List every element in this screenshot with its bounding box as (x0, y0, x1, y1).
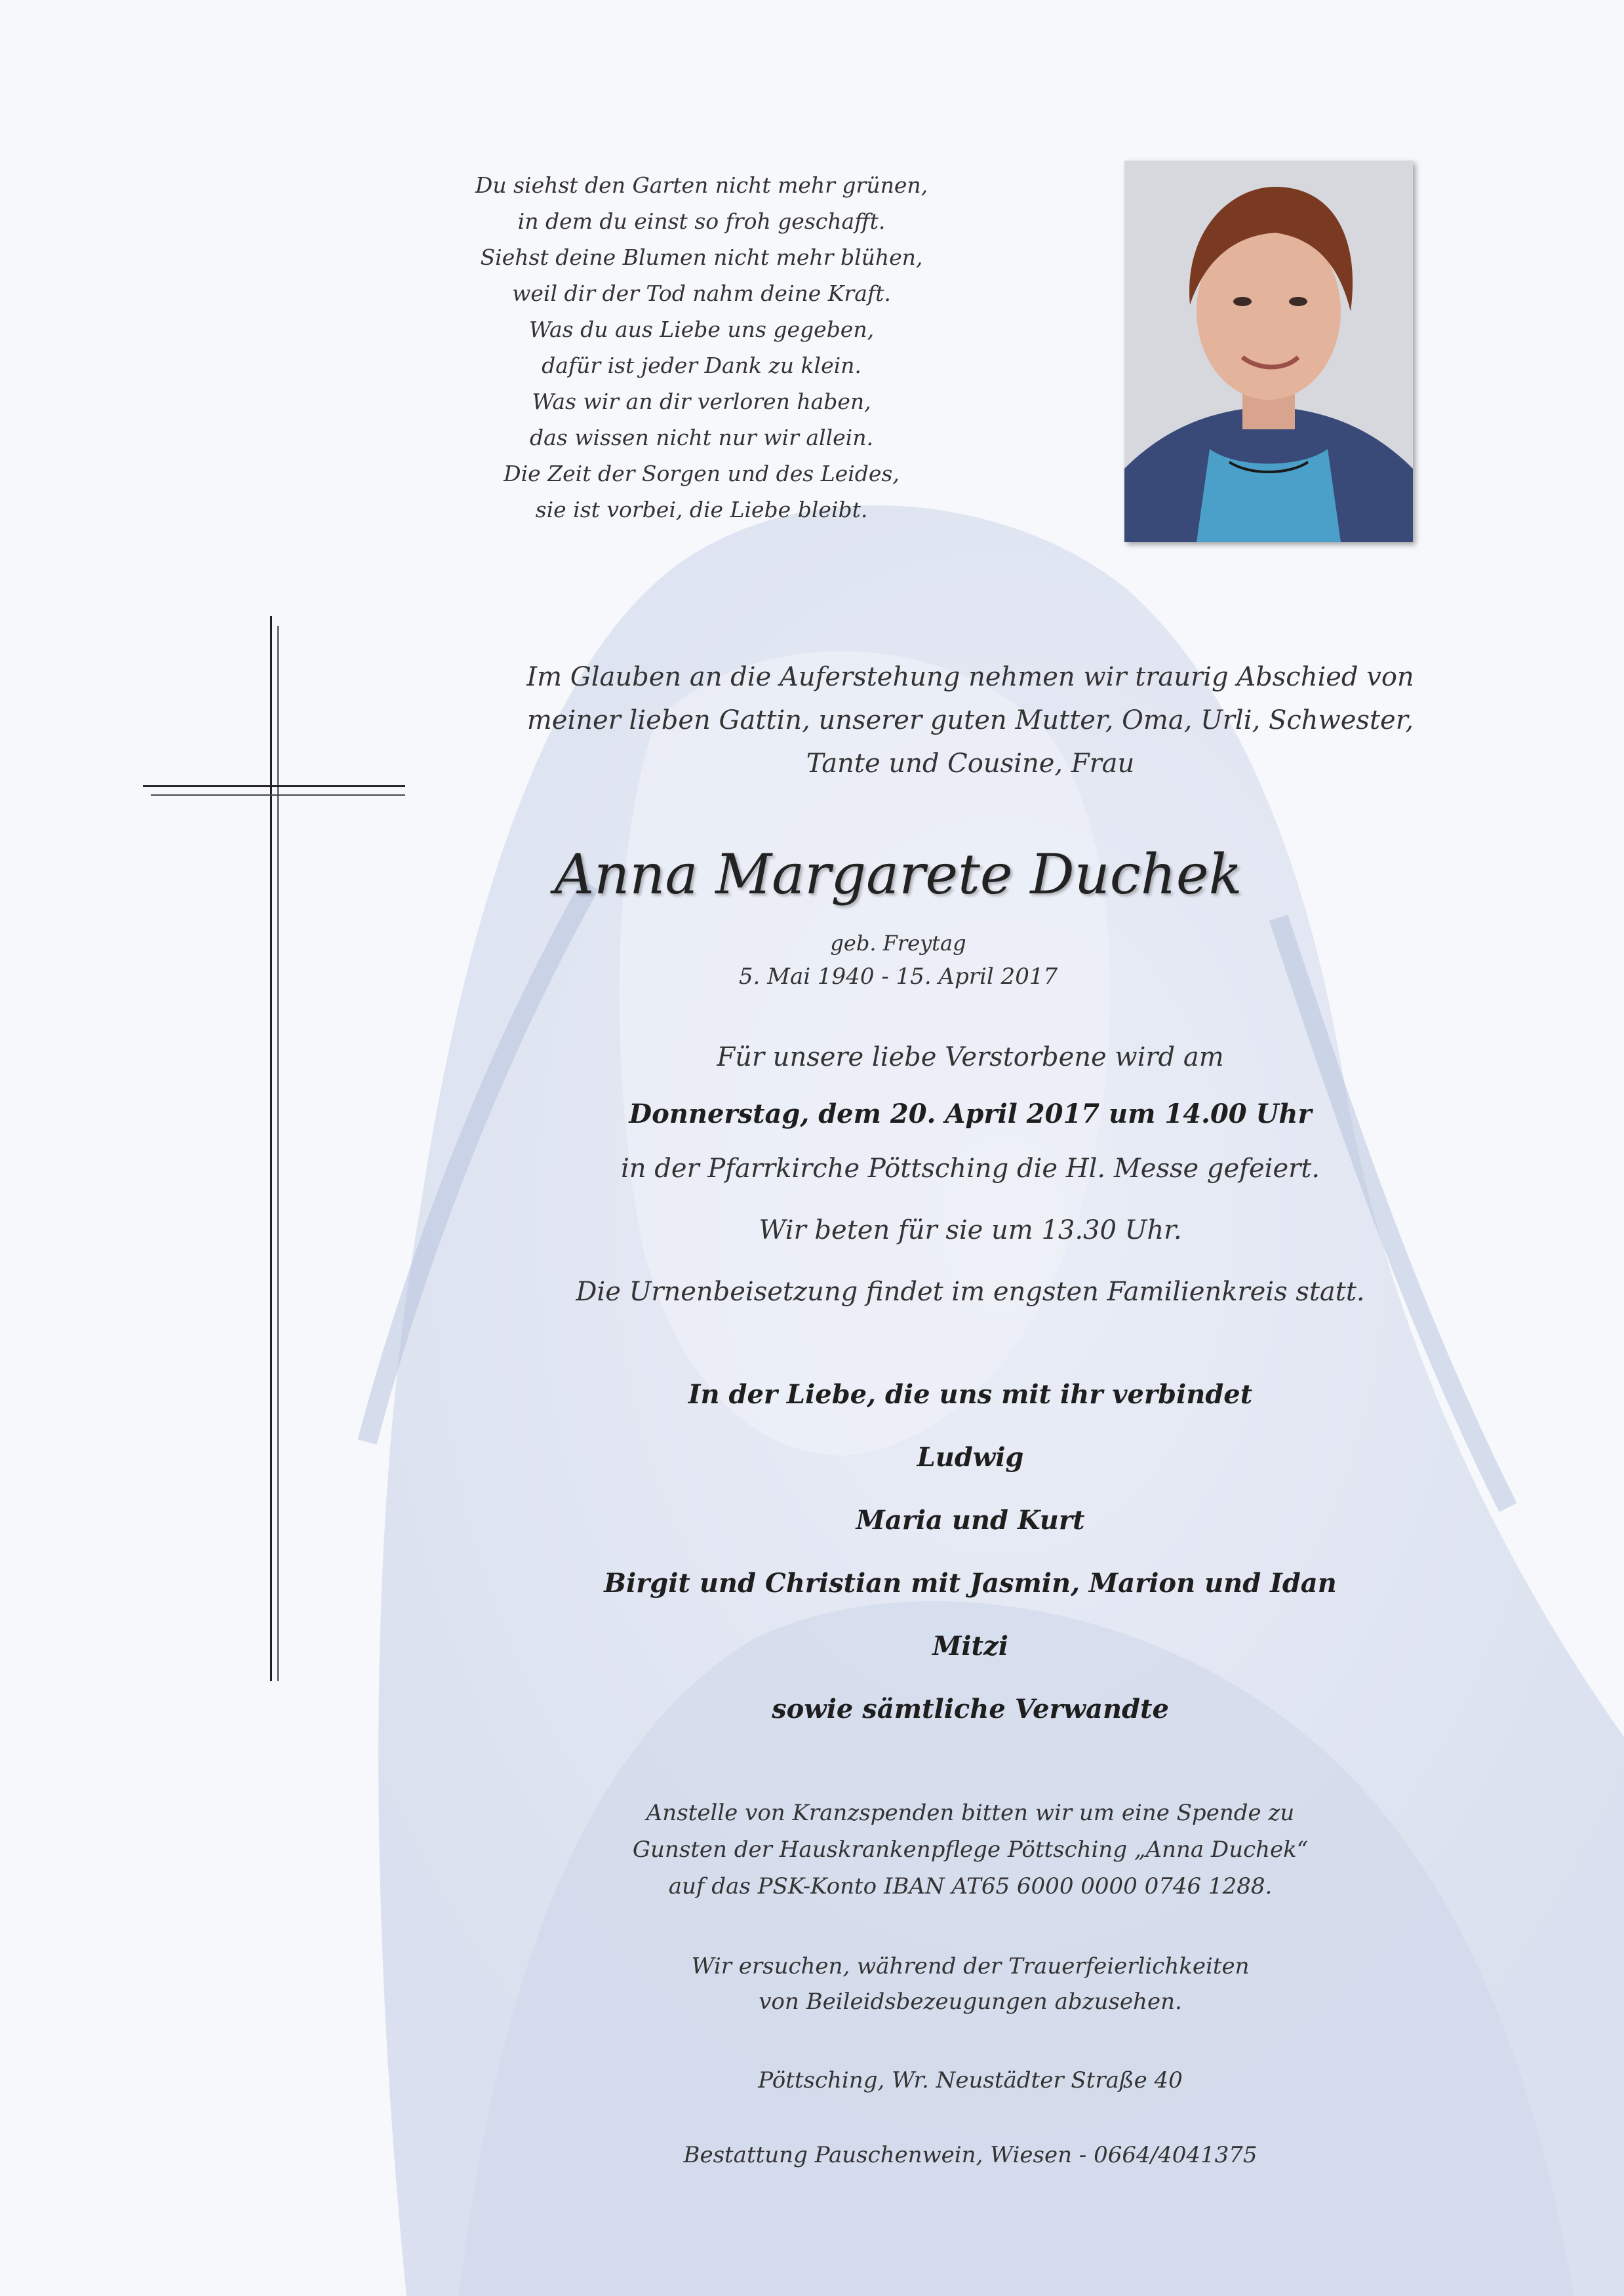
mourners-line: In der Liebe, die uns mit ihr verbindet (688, 1379, 1253, 1410)
intro-line: Im Glauben an die Auferstehung nehmen wir traurig Abschied von (526, 662, 1414, 692)
funeral-home: Bestattung Pauschenwein, Wiesen - 0664/4041375 (683, 2142, 1258, 2168)
intro-text (459, 655, 1482, 785)
address: Pöttsching, Wr. Neustädter Straße 40 (758, 2067, 1183, 2093)
cross-vertical-line (277, 626, 279, 1681)
cross-horizontal-line (143, 785, 405, 787)
donation-line: Gunsten der Hauskrankenpflege Pöttsching „Anna Duchek“ (632, 1837, 1309, 1863)
service-date: Donnerstag, dem 20. April 2017 um 14.00 Uhr (629, 1099, 1312, 1129)
life-dates: 5. Mai 1940 - 15. April 2017 (738, 963, 1058, 990)
prayer-time: Wir beten für sie um 13.30 Uhr. (759, 1215, 1182, 1245)
condolence-line: von Beileidsbezeugungen abzusehen. (759, 1989, 1182, 2015)
mourners-line: sowie sämtliche Verwandte (772, 1694, 1169, 1724)
poem-line: Was wir an dir verloren haben, (532, 389, 871, 414)
intro-line: meiner lieben Gattin, unserer guten Mutter, Oma, Urli, Schwester, (526, 705, 1414, 735)
poem-line: Siehst deine Blumen nicht mehr blühen, (480, 244, 923, 270)
intro-line: Tante und Cousine, Frau (806, 749, 1135, 779)
mourners-line: Birgit und Christian mit Jasmin, Marion und Idan (604, 1568, 1337, 1599)
poem-line: dafür ist jeder Dank zu klein. (542, 353, 862, 378)
portrait-photo (1124, 161, 1413, 542)
poem-line: Die Zeit der Sorgen und des Leides, (504, 461, 900, 486)
service-location: in der Pfarrkirche Pöttsching die Hl. Messe gefeiert. (620, 1154, 1320, 1184)
birth-name: geb. Freytag (830, 931, 966, 956)
mourners-line: Maria und Kurt (856, 1505, 1085, 1536)
mourners-line: Mitzi (932, 1631, 1008, 1662)
urn-burial-note: Die Urnenbeisetzung findet im engsten Familienkreis statt. (576, 1277, 1365, 1307)
donation-line: auf das PSK-Konto IBAN AT65 6000 0000 0746 1288. (668, 1873, 1273, 1899)
condolence-line: Wir ersuchen, während der Trauerfeierlichkeiten (691, 1953, 1250, 1979)
service-intro: Für unsere liebe Verstorbene wird am (717, 1042, 1224, 1072)
poem-line: weil dir der Tod nahm deine Kraft. (512, 281, 891, 306)
mourners-line: Ludwig (917, 1442, 1024, 1473)
cross-horizontal-line (151, 794, 405, 796)
poem-line: Du siehst den Garten nicht mehr grünen, (475, 172, 928, 198)
cross-vertical-line (270, 616, 272, 1681)
poem-line: das wissen nicht nur wir allein. (530, 425, 873, 450)
poem (420, 167, 983, 528)
poem-line: Was du aus Liebe uns gegeben, (528, 317, 875, 342)
poem-line: in dem du einst so froh geschafft. (517, 208, 886, 234)
poem-line: sie ist vorbei, die Liebe bleibt. (535, 497, 868, 522)
deceased-name: Anna Margarete Duchek (554, 842, 1242, 906)
donation-line: Anstelle von Kranzspenden bitten wir um eine Spende zu (646, 1800, 1295, 1826)
